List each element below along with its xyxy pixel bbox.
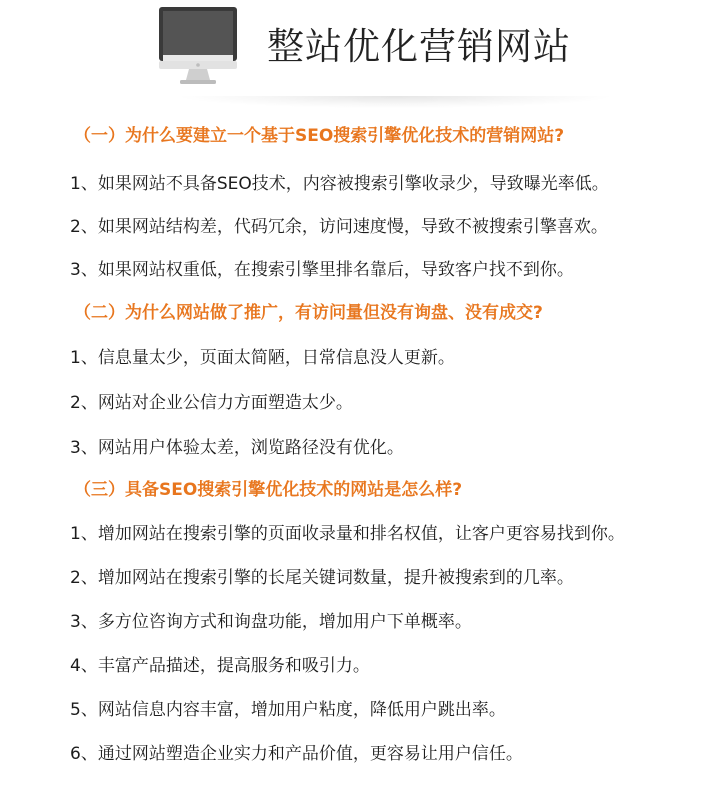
section-heading-2: （二）为什么网站做了推广，有访问量但没有询盘、没有成交?: [74, 303, 543, 323]
section-heading-3: （三）具备SEO搜索引擎优化技术的网站是怎么样?: [74, 480, 463, 500]
list-item: 4、丰富产品描述，提高服务和吸引力。: [70, 656, 370, 676]
list-item: 3、如果网站权重低，在搜索引擎里排名靠后，导致客户找不到你。: [70, 260, 574, 280]
list-item: 2、如果网站结构差，代码冗余，访问速度慢，导致不被搜索引擎喜欢。: [70, 217, 608, 237]
section-heading-1: （一）为什么要建立一个基于SEO搜索引擎优化技术的营销网站?: [74, 126, 565, 146]
list-item: 6、通过网站塑造企业实力和产品价值，更容易让用户信任。: [70, 744, 523, 764]
list-item: 3、网站用户体验太差，浏览路径没有优化。: [70, 438, 404, 458]
page-header: [0, 0, 720, 110]
list-item: 1、信息量太少，页面太简陋，日常信息没人更新。: [70, 348, 455, 368]
list-item: 3、多方位咨询方式和询盘功能，增加用户下单概率。: [70, 612, 472, 632]
list-item: 2、增加网站在搜索引擎的长尾关键词数量，提升被搜索到的几率。: [70, 568, 574, 588]
list-item: 1、如果网站不具备SEO技术，内容被搜索引擎收录少，导致曝光率低。: [70, 174, 609, 194]
page-title: 整站优化营销网站: [267, 25, 571, 68]
list-item: 2、网站对企业公信力方面塑造太少。: [70, 393, 353, 413]
header-divider: [180, 96, 610, 108]
monitor-icon: [158, 6, 238, 86]
list-item: 1、增加网站在搜索引擎的页面收录量和排名权值，让客户更容易找到你。: [70, 524, 625, 544]
list-item: 5、网站信息内容丰富，增加用户粘度，降低用户跳出率。: [70, 700, 506, 720]
